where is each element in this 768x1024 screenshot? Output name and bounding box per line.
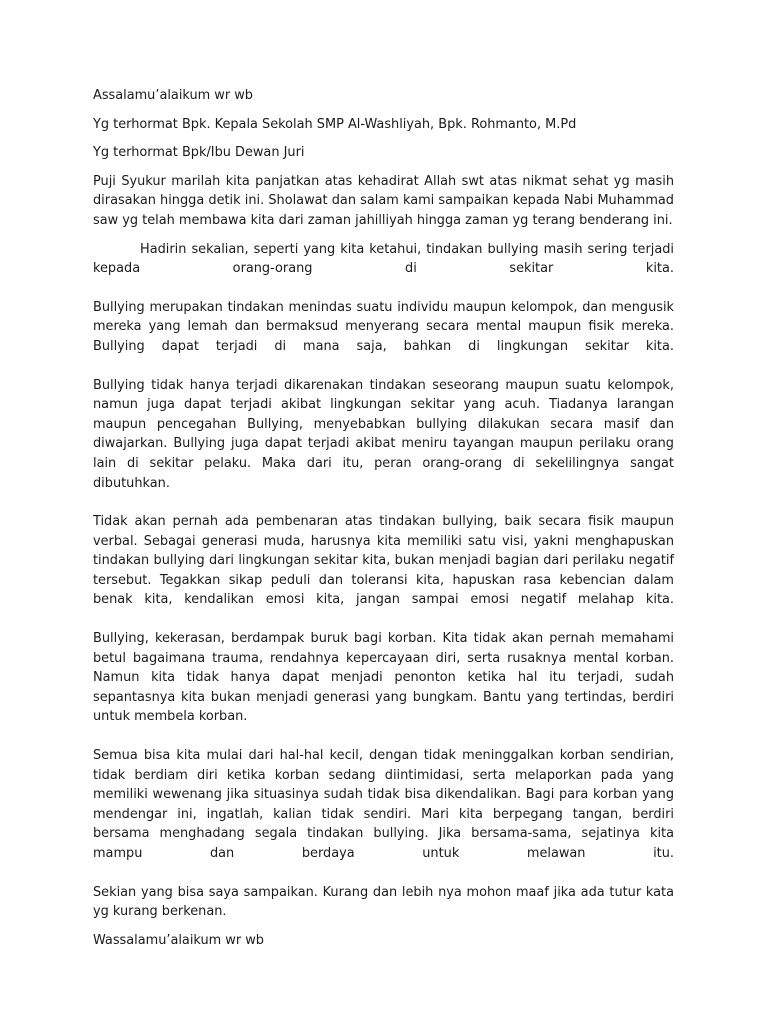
- closing-salutation: Wassalamu’alaikum wr wb: [93, 932, 264, 948]
- paragraph-closing-remarks: Sekian yang bisa saya sampaikan. Kurang dan lebih nya mohon maaf jika ada tutur kata yg kurang berkenan.: [93, 884, 674, 920]
- paragraph-opening: Puji Syukur marilah kita panjatkan atas kehadirat Allah swt atas nikmat sehat yg masih dirasakan hingga detik ini. Sholawat dan salam kami sampaikan kepada Nabi Muhammad saw yg telah membawa kita dari zaman jahilliyah hingga zaman yg terang benderang ini.: [93, 173, 674, 228]
- paragraph-solution: Semua bisa kita mulai dari hal-hal kecil, dengan tidak meninggalkan korban sendirian, tidak berdiam diri ketika korban sedang diintimidasi, serta melaporkan pada yang memiliki wewenang jika situasinya sudah tidak bisa dikendalikan. Bagi para korban yang mendengar ini, ingatlah, kalian tidak sendiri. Mari kita berpegang tangan, berdiri bersama menghadang segala tindakan bullying. Jika bersama-sama, sejatinya kita mampu dan berdaya untuk melawan itu.: [93, 748, 674, 861]
- speech-document: [93, 86, 674, 950]
- paragraph-causes: Bullying tidak hanya terjadi dikarenakan tindakan seseorang maupun suatu kelompok, namun juga dapat terjadi akibat lingkungan sekitar yang acuh. Tiadanya larangan maupun pencegahan Bullying, menyebabkan bullying dilakukan secara masif dan diwajarkan. Bullying juga dapat terjadi akibat meniru tayangan maupun perilaku orang lain di sekitar pelaku. Maka dari itu, peran orang-orang di sekelilingnya sangat dibutuhkan.: [93, 377, 674, 491]
- address-principal: Yg terhormat Bpk. Kepala Sekolah SMP Al-Washliyah, Bpk. Rohmanto, M.Pd: [93, 116, 577, 132]
- greeting: Assalamu’alaikum wr wb: [93, 88, 253, 103]
- address-jury: Yg terhormat Bpk/Ibu Dewan Juri: [93, 145, 305, 161]
- paragraph-call-to-action: Tidak akan pernah ada pembenaran atas tindakan bullying, baik secara fisik maupun verbal. Sebagai generasi muda, harusnya kita memiliki satu visi, yakni menghapuskan tindakan bullying dari lingkungan sekitar kita, bukan menjadi bagian dari perilaku negatif tersebut. Tegakkan sikap peduli dan toleransi kita, hapuskan rasa kebencian dalam benak kita, kendalikan emosi kita, jangan sampai emosi negatif melahap kita.: [93, 514, 674, 608]
- paragraph-impact: Bullying, kekerasan, berdampak buruk bagi korban. Kita tidak akan pernah memahami betul bagaimana trauma, rendahnya kepercayaan diri, serta rusaknya mental korban. Namun kita tidak hanya dapat menjadi penonton ketika hal itu terjadi, sudah sepantasnya kita bukan menjadi generasi yang bungkam. Bantu yang tertindas, berdiri untuk membela korban.: [93, 631, 674, 725]
- paragraph-introduction: Hadirin sekalian, seperti yang kita ketahui, tindakan bullying masih sering terjadi kepada orang-orang di sekitar kita.: [93, 241, 674, 277]
- paragraph-definition: Bullying merupakan tindakan menindas suatu individu maupun kelompok, dan mengusik mereka yang lemah dan bermaksud menyerang secara mental maupun fisik mereka. Bullying dapat terjadi di mana saja, bahkan di lingkungan sekitar kita.: [93, 299, 674, 354]
